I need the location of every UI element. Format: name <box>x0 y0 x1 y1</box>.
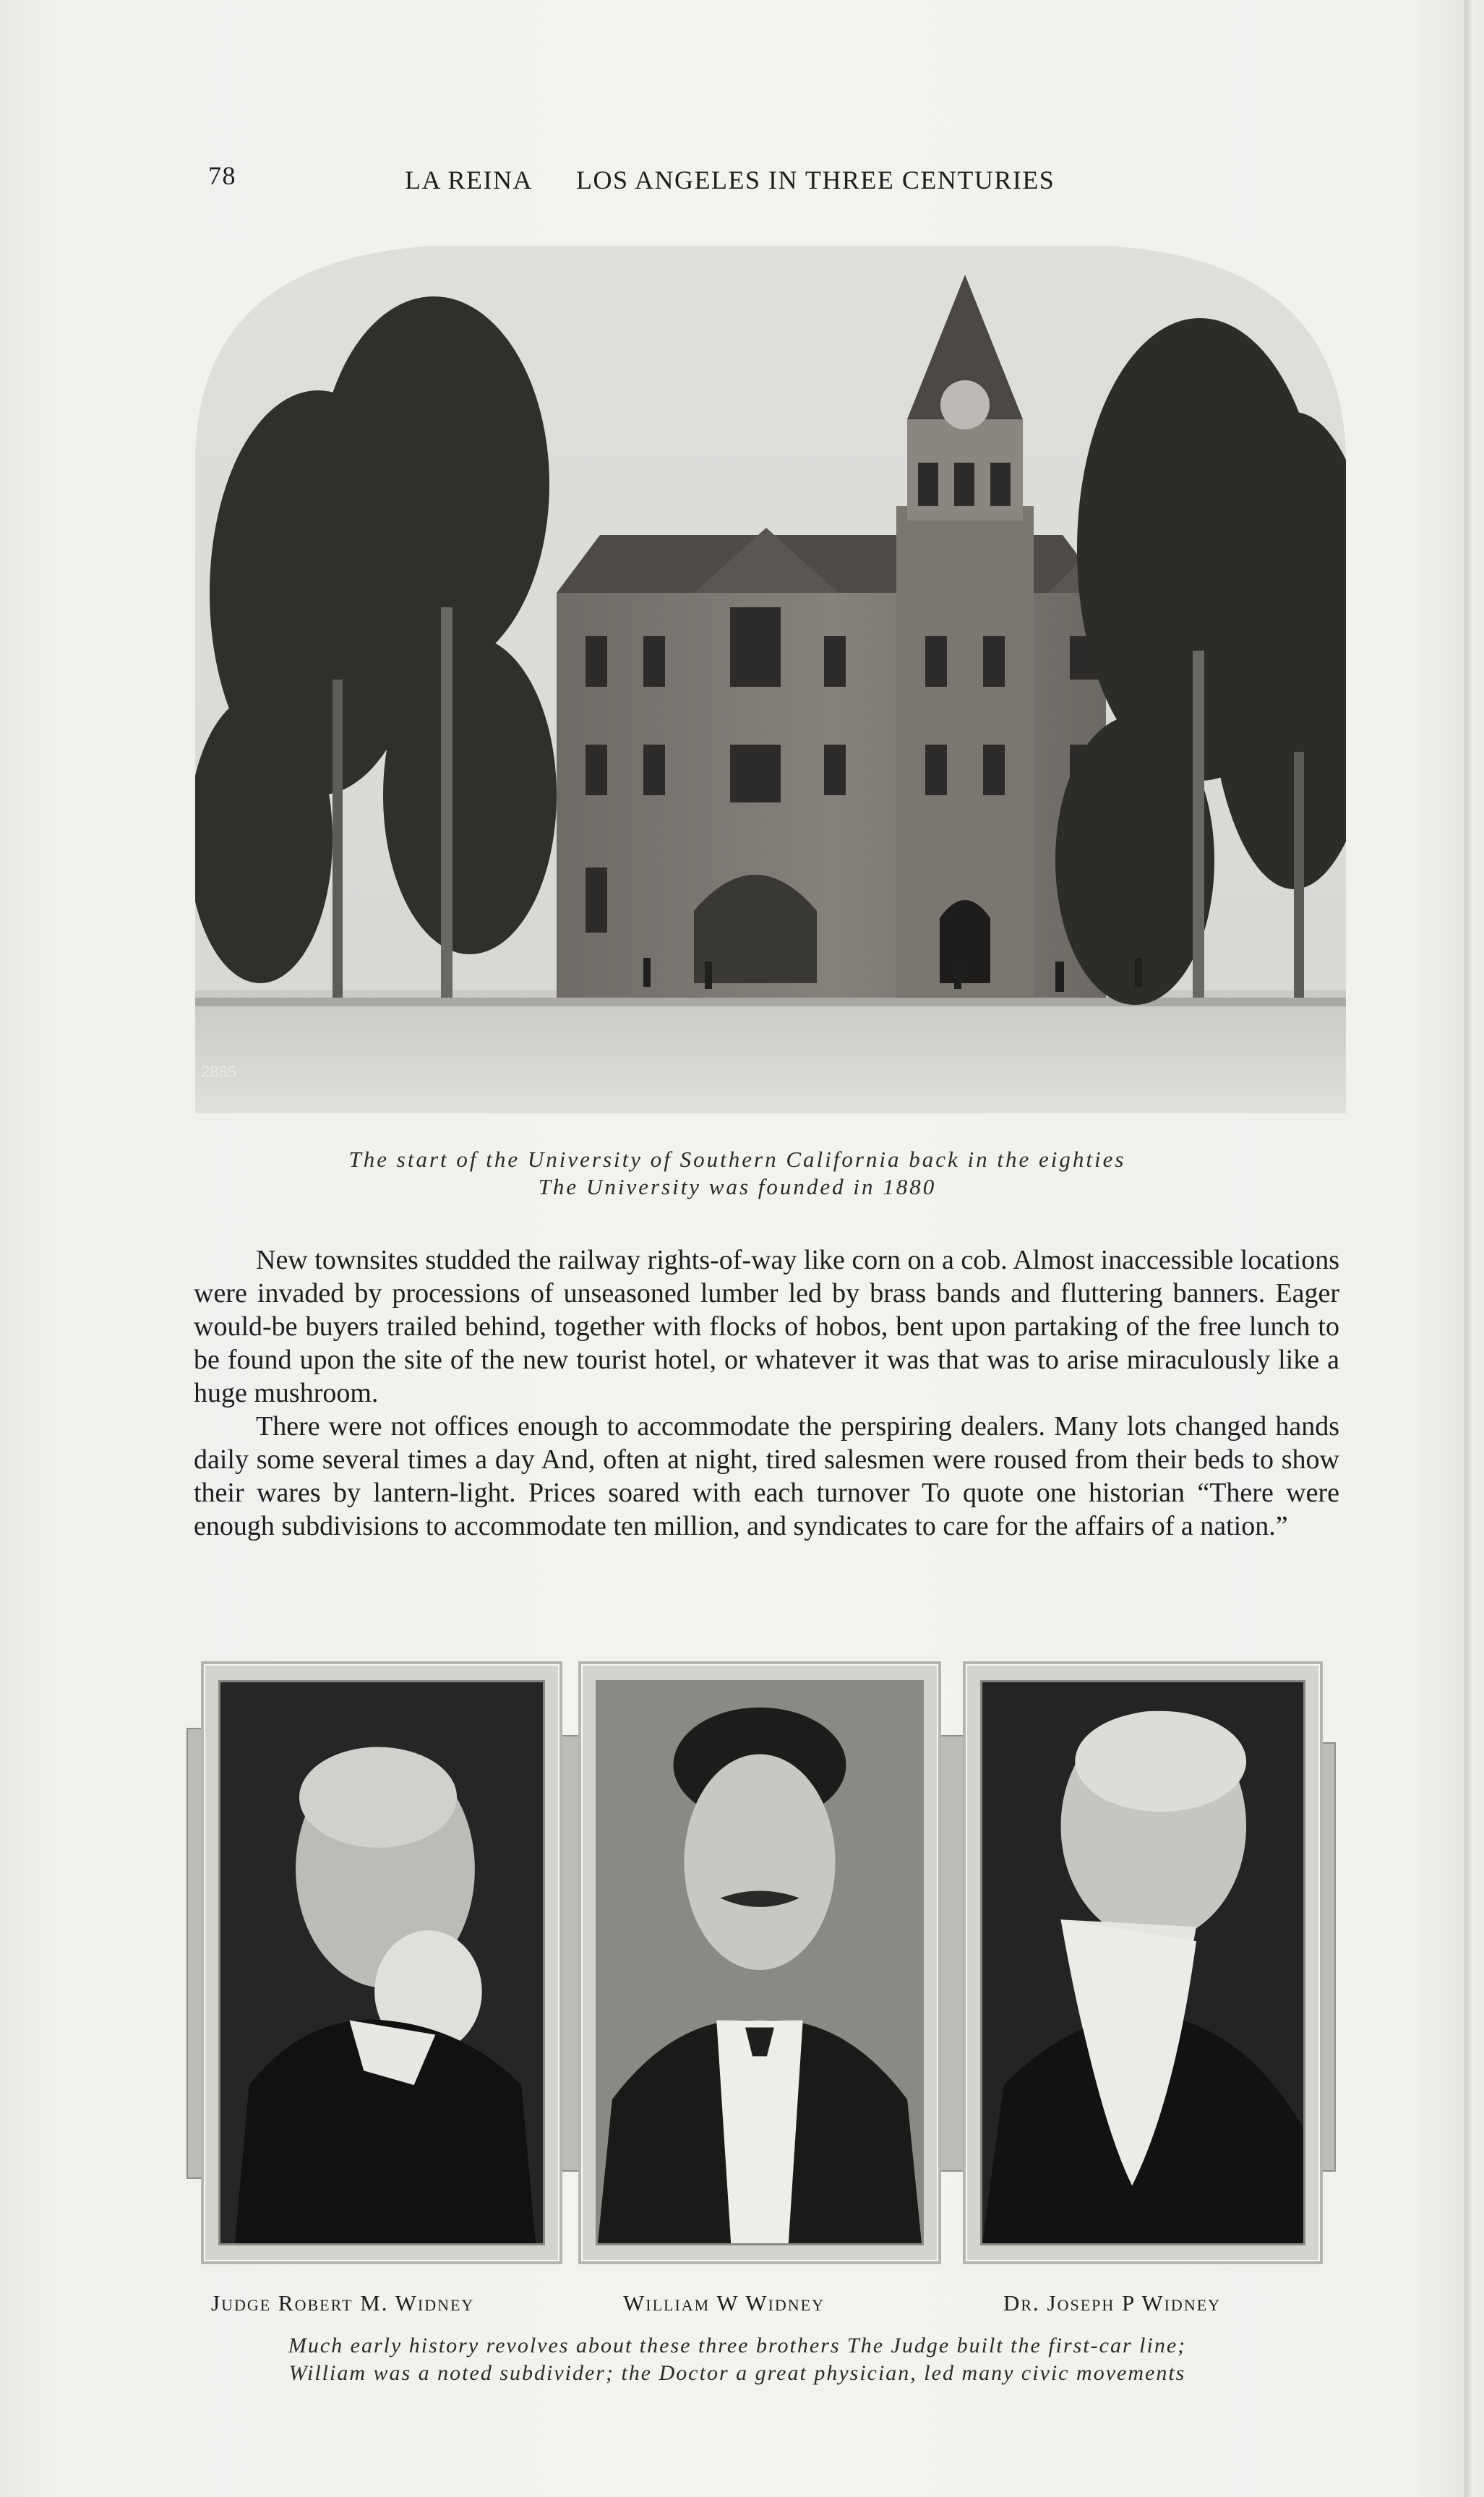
name-william-widney: William W Widney <box>623 2290 825 2316</box>
page-edge <box>1464 0 1475 2497</box>
name-joseph-widney: Dr. Joseph P Widney <box>1003 2290 1222 2316</box>
portrait-william-widney <box>578 1661 941 2264</box>
paragraph-1: New townsites studded the railway rights-of-way like corn on a cob. Almost inaccessible locations were invaded by processions of unseasoned lumber led by brass bands and fluttering banners. Eager would-be buyers trailed behind, together with flocks of hobos, bent upon partaking of the free lunch to be found upon the site of the new tourist hotel, or whatever it was that was to arise miraculously like a huge mushroom. <box>194 1245 1339 1408</box>
usc-building-photo <box>195 246 1346 1113</box>
portrait-mount-bar <box>938 1735 966 2172</box>
portrait-joseph-widney <box>963 1661 1323 2264</box>
portraits-caption-line2: William was a noted subdivider; the Doctor a great physician, led many civic movements <box>288 2361 1186 2385</box>
plate-number: 2885 <box>201 1063 236 1081</box>
body-text <box>194 1243 1339 1543</box>
photo-caption-line2: The University was founded in 1880 <box>538 1174 937 1199</box>
portrait-robert-widney <box>201 1661 562 2264</box>
photo-caption-line1: The start of the University of Southern California back in the eighties <box>348 1147 1126 1172</box>
paragraph-2: There were not offices enough to accommodate the perspiring dealers. Many lots changed hands daily some several times a day And, often at night, tired salesmen were roused from their beds to show their wares by lantern-light. Prices soared with each turnover To quote one historian “There were enough subdivisions to accommodate ten million, and syndicates to care for the affairs of a nation.” <box>194 1411 1339 1541</box>
running-header <box>0 160 1475 204</box>
page-number: 78 <box>208 161 236 190</box>
portraits-caption-line1: Much early history revolves about these three brothers The Judge built the first-car line; <box>288 2334 1187 2357</box>
name-robert-widney: Judge Robert M. Widney <box>211 2290 475 2316</box>
running-title <box>405 165 1055 195</box>
book-title: LA REINA <box>405 166 533 194</box>
book-subtitle: LOS ANGELES IN THREE CENTURIES <box>576 166 1055 194</box>
